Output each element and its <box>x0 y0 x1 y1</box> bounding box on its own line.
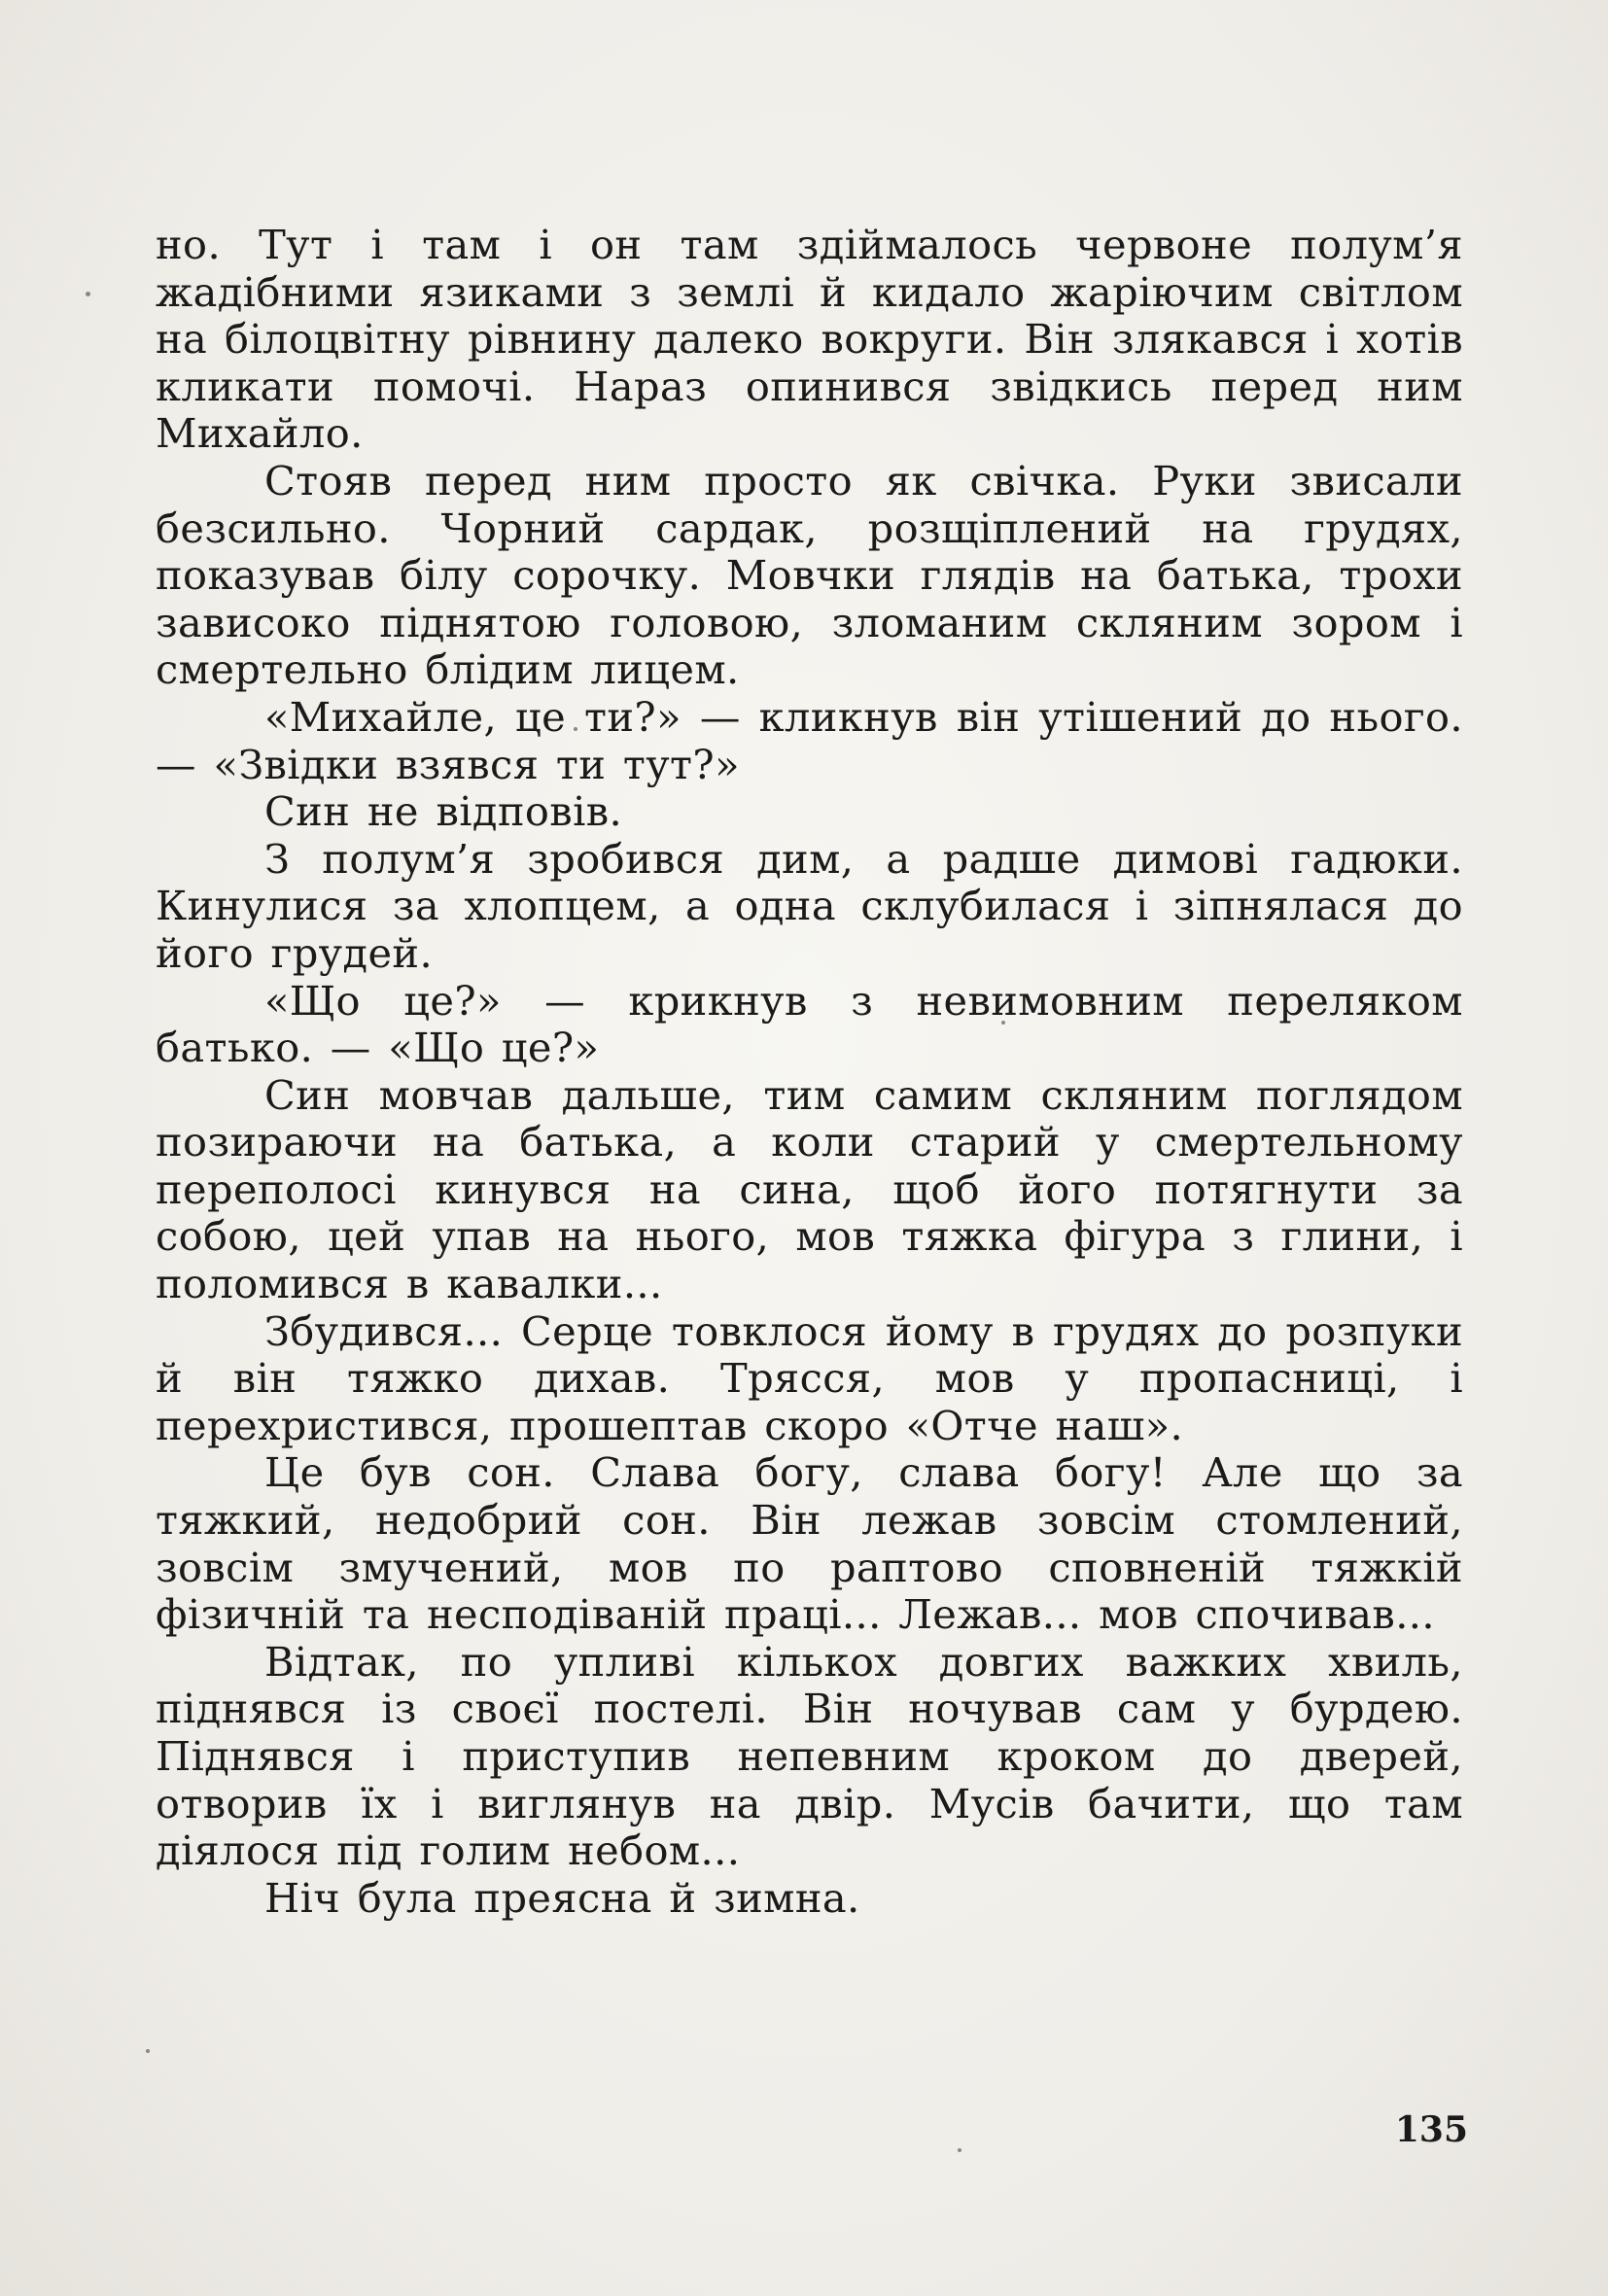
paper-speck <box>86 292 90 296</box>
paragraph: Збудився... Серце товклося йому в грудях до розпуки й він тяжко дихав. Трясся, мов у пропасниці, і перехристився, прошептав скоро «Отче наш». <box>156 1306 1463 1449</box>
paragraph: Відтак, по упливі кількох довгих важких хвиль, піднявся із своєї постелі. Він ночував сам у бурдею. Піднявся і приступив непевним кроком до дверей, отворив їх і виглянув на двір. Мусів бачити, що там діялося під голим небом... <box>156 1637 1463 1875</box>
paragraph: «Михайле, це ти?» — кликнув він утішений до нього. — «Звідки взявся ти тут?» <box>156 692 1463 788</box>
page-number: 135 <box>1394 2109 1468 2150</box>
paper-speck <box>146 2049 150 2053</box>
paragraph: З полум’я зробився дим, а радше димові гадюки. Кинулися за хлопцем, а одна склубилася і зіпнялася до його грудей. <box>156 834 1463 977</box>
paragraph: Стояв перед ним просто як свічка. Руки звисали безсильно. Чорний сардак, розщіплений на грудях, показував білу сорочку. Мовчки глядів на батька, трохи зависоко піднятою головою, зломаним скляним зором і смертельно блідим лицем. <box>156 456 1463 694</box>
paragraph: Ніч була преясна й зимна. <box>264 1873 860 1922</box>
paragraph: Син не відповів. <box>264 787 623 836</box>
body-text <box>156 222 1463 1922</box>
paper-speck <box>958 2148 961 2152</box>
paragraph: Син мовчав дальше, тим самим скляним поглядом позираючи на батька, а коли старий у смертельному переполосі кинувся на сина, щоб його потягнути за собою, цей упав на нього, мов тяжка фігура з глини, і поломився в кавалки... <box>156 1070 1463 1308</box>
paragraph: «Що це?» — крикнув з невимовним переляком батько. — «Що це?» <box>156 976 1463 1072</box>
paragraph: Це був сон. Слава богу, слава богу! Але що за тяжкий, недобрий сон. Він лежав зовсім стомлений, зовсім змучений, мов по раптово сповненій тяжкій фізичній та несподіваній праці... Лежав... мов спочивав... <box>156 1448 1463 1639</box>
paragraph: но. Тут і там і он там здіймалось червоне полум’я жадібними язиками з землі й кидало жаріючим світлом на білоцвітну рівнину далеко вокруги. Він злякався і хотів кликати помочі. Нараз опинився звідкись перед ним Михайло. <box>156 221 1463 458</box>
